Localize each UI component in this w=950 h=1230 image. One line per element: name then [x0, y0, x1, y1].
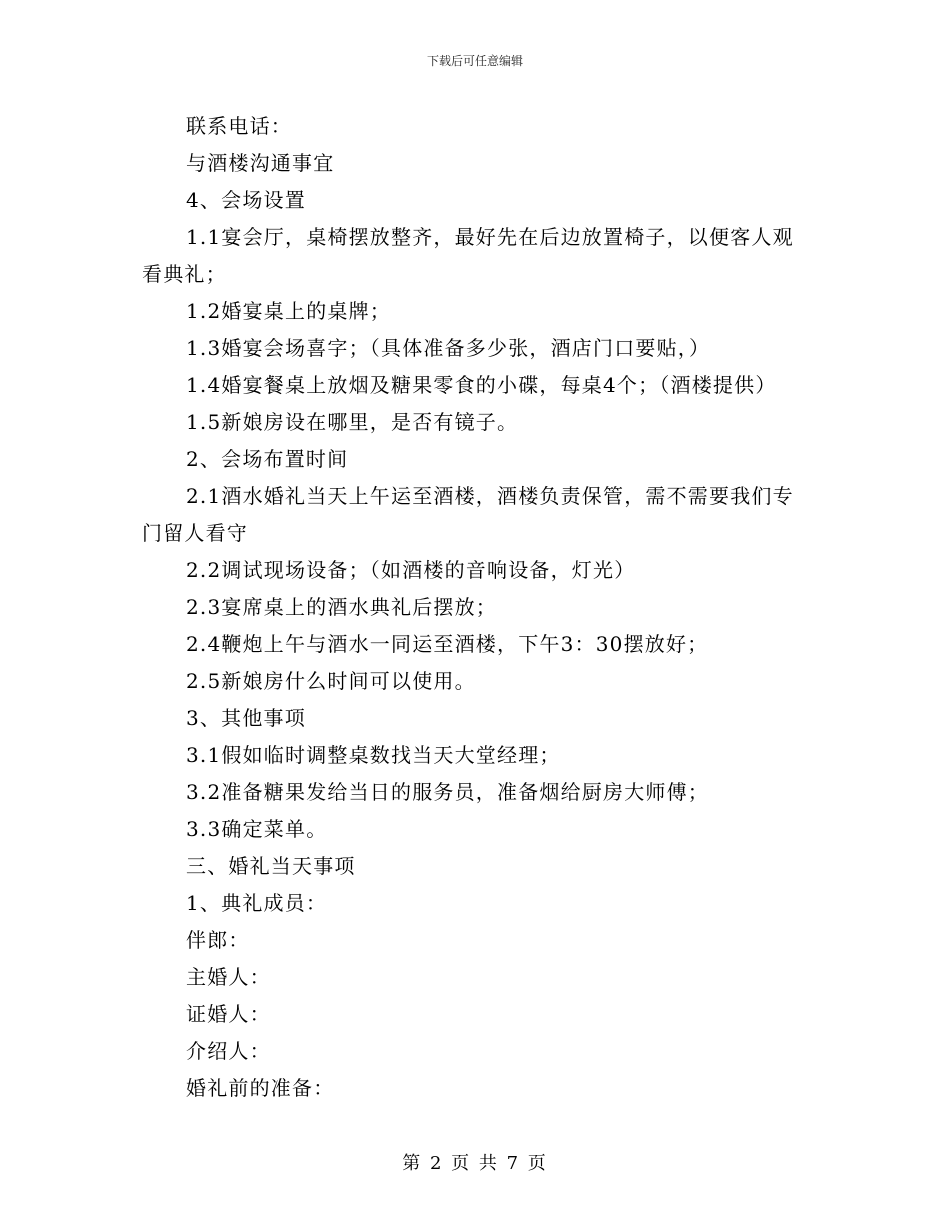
list-item: 1.5新娘房设在哪里，是否有镜子。: [186, 410, 519, 434]
paragraph: 联系电话：: [186, 114, 292, 138]
field-label-witness: 证婚人：: [186, 1002, 271, 1026]
paragraph: 与酒楼沟通事宜: [186, 151, 335, 175]
list-item: 2.5新娘房什么时间可以使用。: [186, 669, 476, 693]
field-label-introducer: 介绍人：: [186, 1039, 271, 1063]
list-item: 3.2准备糖果发给当日的服务员，准备烟给厨房大师傅；: [186, 780, 710, 804]
section-heading: 2、会场布置时间: [186, 447, 349, 471]
list-item: 1.1宴会厅，桌椅摆放整齐，最好先在后边放置椅子，以便客人观看典礼；: [142, 225, 794, 286]
section-heading: 4、会场设置: [186, 188, 306, 212]
subsection-heading: 1、典礼成员：: [186, 891, 328, 915]
list-item: 1.3婚宴会场喜字；（具体准备多少张，酒店门口要贴，）: [186, 336, 711, 360]
page-number: 第 2 页 共 7 页: [402, 1153, 548, 1174]
list-item: 2.2调试现场设备；（如酒楼的音响设备，灯光）: [186, 558, 636, 582]
list-item: 2.3宴席桌上的酒水典礼后摆放；: [186, 595, 498, 619]
list-item: 3.1假如临时调整桌数找当天大堂经理；: [186, 743, 561, 767]
page-header: 下载后可任意编辑: [426, 54, 523, 68]
field-label-best-man: 伴郎：: [186, 928, 250, 952]
list-item: 2.1酒水婚礼当天上午运至酒楼，酒楼负责保管，需不需要我们专门留人看守: [142, 484, 794, 545]
field-label-preparation: 婚礼前的准备：: [186, 1076, 335, 1100]
list-item: 1.4婚宴餐桌上放烟及糖果零食的小碟，每桌4个；（酒楼提供）: [186, 373, 777, 397]
field-label-host: 主婚人：: [186, 965, 271, 989]
list-item: 3.3确定菜单。: [186, 817, 328, 841]
section-heading: 3、其他事项: [186, 706, 306, 730]
document-body: [142, 108, 814, 1107]
section-heading: 三、婚礼当天事项: [186, 854, 356, 878]
list-item: 1.2婚宴桌上的桌牌；: [186, 299, 392, 323]
list-item: 2.4鞭炮上午与酒水一同运至酒楼，下午3：30摆放好；: [186, 632, 709, 656]
